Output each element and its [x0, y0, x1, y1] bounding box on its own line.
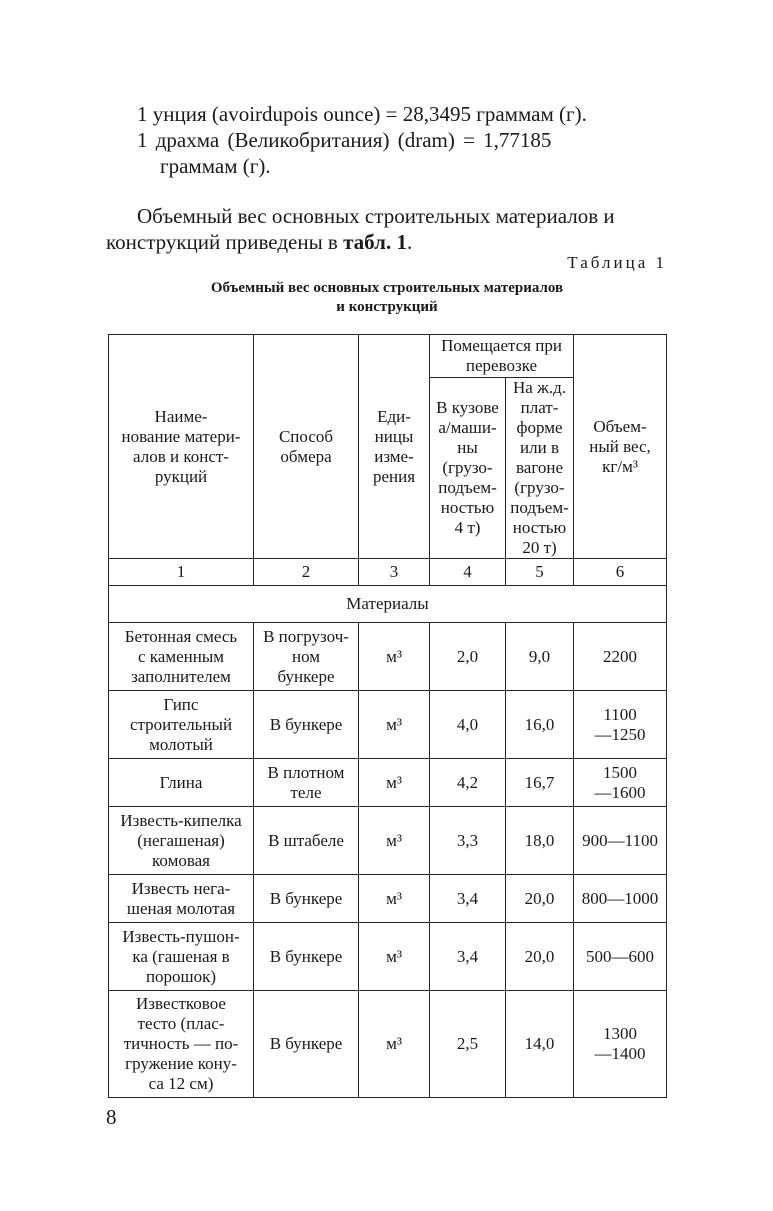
measure-method: В погрузоч- ном бункере: [254, 623, 359, 691]
unit: м³: [359, 991, 430, 1098]
column-number: 4: [430, 559, 506, 586]
measure-method: В бункере: [254, 875, 359, 923]
unit: м³: [359, 807, 430, 875]
column-number: 3: [359, 559, 430, 586]
unit: м³: [359, 691, 430, 759]
truck-capacity: 2,5: [430, 991, 506, 1098]
material-name: Известковое тесто (плас- тичность — по- гружение кону- са 12 см): [109, 991, 254, 1098]
truck-capacity: 4,2: [430, 759, 506, 807]
table-row: [109, 807, 667, 875]
volume-weight: 1500 —1600: [574, 759, 667, 807]
header-truck: В кузове а/маши- ны (грузо- подъем- ностью 4 т): [430, 378, 506, 559]
rail-capacity: 16,0: [506, 691, 574, 759]
column-number: 6: [574, 559, 667, 586]
truck-capacity: 4,0: [430, 691, 506, 759]
material-name: Известь-пушон- ка (гашеная в порошок): [109, 923, 254, 991]
rail-capacity: 9,0: [506, 623, 574, 691]
intro-paragraph-line2: [106, 229, 412, 255]
materials-weight-table: [108, 334, 667, 1098]
unit: м³: [359, 623, 430, 691]
column-number-row: [109, 559, 667, 586]
table-reference: табл. 1: [343, 230, 407, 254]
unit: м³: [359, 875, 430, 923]
volume-weight: 1300 —1400: [574, 991, 667, 1098]
unit: м³: [359, 759, 430, 807]
intro-paragraph-end: .: [406, 230, 413, 254]
truck-capacity: 3,4: [430, 875, 506, 923]
material-name: Бетонная смесь с каменным заполнителем: [109, 623, 254, 691]
measure-method: В бункере: [254, 991, 359, 1098]
measure-method: В штабеле: [254, 807, 359, 875]
table-row: [109, 875, 667, 923]
rail-capacity: 16,7: [506, 759, 574, 807]
rail-capacity: 18,0: [506, 807, 574, 875]
truck-capacity: 3,3: [430, 807, 506, 875]
measure-method: В плотном теле: [254, 759, 359, 807]
table-row: [109, 691, 667, 759]
section-materials: Материалы: [109, 586, 667, 623]
column-number: 5: [506, 559, 574, 586]
material-name: Гипс строительный молотый: [109, 691, 254, 759]
rail-capacity: 14,0: [506, 991, 574, 1098]
header-rail: На ж.д. плат- форме или в вагоне (грузо- подъем- ностью 20 т): [506, 378, 574, 559]
dram-definition: 1 драхма (Великобритания) (dram) = 1,77185: [137, 128, 552, 152]
header-unit: Еди- ницы изме- рения: [359, 335, 430, 559]
table-row: [109, 759, 667, 807]
table-number-label: Таблица 1: [567, 253, 667, 272]
rail-capacity: 20,0: [506, 875, 574, 923]
material-name: Известь-кипелка (негашеная) комовая: [109, 807, 254, 875]
volume-weight: 800—1000: [574, 875, 667, 923]
unit: м³: [359, 923, 430, 991]
intro-paragraph-line1: Объемный вес основных строительных материалов и: [137, 204, 615, 228]
volume-weight: 500—600: [574, 923, 667, 991]
ounce-definition: 1 унция (avoirdupois ounce) = 28,3495 граммам (г).: [137, 102, 587, 126]
intro-paragraph-text: конструкций приведены в: [106, 230, 344, 254]
table-title-line1: Объемный вес основных строительных материалов: [210, 280, 564, 296]
volume-weight: 900—1100: [574, 807, 667, 875]
header-weight: Объем- ный вес, кг/м³: [574, 335, 667, 559]
truck-capacity: 2,0: [430, 623, 506, 691]
table-row: [109, 923, 667, 991]
volume-weight: 2200: [574, 623, 667, 691]
table-row: [109, 623, 667, 691]
table-title-line2: и конструкций: [336, 299, 438, 315]
dram-definition-continued: граммам (г).: [160, 154, 271, 178]
header-transport-group: Помещается при перевозке: [430, 335, 574, 378]
material-name: Известь нега- шеная молотая: [109, 875, 254, 923]
table-row: [109, 991, 667, 1098]
page-number: 8: [106, 1105, 117, 1129]
header-name: Наиме- нование матери- алов и конст- рукций: [109, 335, 254, 559]
measure-method: В бункере: [254, 691, 359, 759]
header-method: Способ обмера: [254, 335, 359, 559]
material-name: Глина: [109, 759, 254, 807]
rail-capacity: 20,0: [506, 923, 574, 991]
volume-weight: 1100 —1250: [574, 691, 667, 759]
column-number: 2: [254, 559, 359, 586]
truck-capacity: 3,4: [430, 923, 506, 991]
measure-method: В бункере: [254, 923, 359, 991]
column-number: 1: [109, 559, 254, 586]
